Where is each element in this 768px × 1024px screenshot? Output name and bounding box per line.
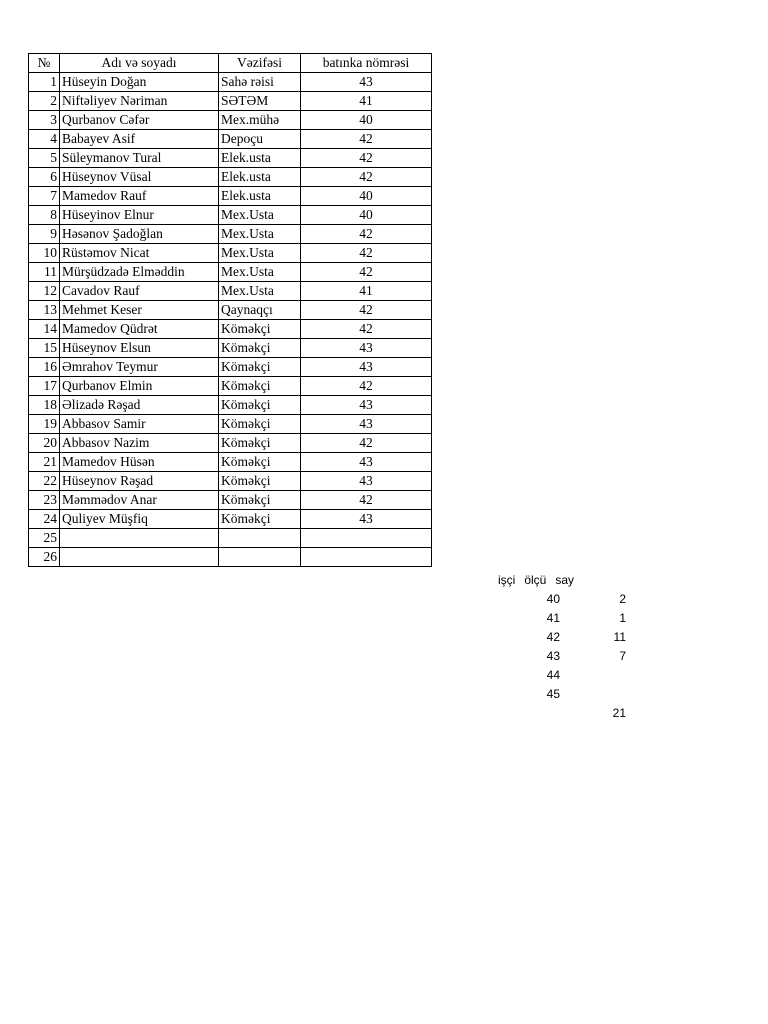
row-number: 19 — [29, 415, 60, 434]
summary-size: 42 — [546, 630, 560, 644]
row-name: Hüseynov Vüsal — [60, 168, 219, 187]
table-row — [29, 339, 432, 358]
row-number: 13 — [29, 301, 60, 320]
row-boot-size: 42 — [301, 168, 432, 187]
table-row — [29, 244, 432, 263]
row-number: 12 — [29, 282, 60, 301]
summary-count: 1 — [619, 611, 626, 625]
table-header-row — [29, 54, 432, 73]
row-name: Hüseyinov Elnur — [60, 206, 219, 225]
row-name: Hüseynov Rəşad — [60, 472, 219, 491]
row-number: 4 — [29, 130, 60, 149]
row-boot-size: 43 — [301, 73, 432, 92]
row-position: Mex.Usta — [219, 282, 301, 301]
summary-size: 43 — [546, 649, 560, 663]
summary-header-size: ölçü — [524, 573, 547, 587]
summary-total: 21 — [612, 706, 626, 720]
header-boot-size: batınka nömrəsi — [301, 54, 432, 73]
row-position — [219, 529, 301, 548]
row-boot-size: 42 — [301, 301, 432, 320]
table-row — [29, 396, 432, 415]
row-number: 21 — [29, 453, 60, 472]
row-number: 3 — [29, 111, 60, 130]
summary-count: 7 — [619, 649, 626, 663]
row-position: Köməkçi — [219, 491, 301, 510]
row-boot-size: 40 — [301, 187, 432, 206]
row-number: 6 — [29, 168, 60, 187]
row-boot-size: 41 — [301, 282, 432, 301]
row-number: 20 — [29, 434, 60, 453]
summary-count: 2 — [619, 592, 626, 606]
row-number: 2 — [29, 92, 60, 111]
table-row — [29, 529, 432, 548]
table-row — [29, 168, 432, 187]
table-row — [29, 510, 432, 529]
table-row — [29, 548, 432, 567]
row-name: Mamedov Qüdrət — [60, 320, 219, 339]
row-name: Mehmet Keser — [60, 301, 219, 320]
row-position: Köməkçi — [219, 453, 301, 472]
row-position: Mex.Usta — [219, 225, 301, 244]
row-name: Əmrahov Teymur — [60, 358, 219, 377]
row-name: Mamedov Rauf — [60, 187, 219, 206]
row-position — [219, 548, 301, 567]
table-row — [29, 434, 432, 453]
row-boot-size: 42 — [301, 225, 432, 244]
row-boot-size: 42 — [301, 130, 432, 149]
row-boot-size: 43 — [301, 396, 432, 415]
row-position: Köməkçi — [219, 339, 301, 358]
row-name: Quliyev Müşfiq — [60, 510, 219, 529]
row-name: Rüstəmov Nicat — [60, 244, 219, 263]
row-name: Əlizadə Rəşad — [60, 396, 219, 415]
row-position: Köməkçi — [219, 415, 301, 434]
row-number: 23 — [29, 491, 60, 510]
row-boot-size: 42 — [301, 263, 432, 282]
row-position: Qaynaqçı — [219, 301, 301, 320]
summary-header — [498, 571, 583, 590]
row-position: Köməkçi — [219, 396, 301, 415]
row-name: Qurbanov Cəfər — [60, 111, 219, 130]
row-number: 18 — [29, 396, 60, 415]
row-name: Abbasov Samir — [60, 415, 219, 434]
row-position: Mex.Usta — [219, 206, 301, 225]
row-number: 15 — [29, 339, 60, 358]
header-position: Vəzifəsi — [219, 54, 301, 73]
summary-header-count: say — [555, 573, 575, 587]
row-boot-size: 42 — [301, 149, 432, 168]
summary-size: 40 — [546, 592, 560, 606]
table-row — [29, 187, 432, 206]
row-number: 14 — [29, 320, 60, 339]
table-row — [29, 301, 432, 320]
row-number: 8 — [29, 206, 60, 225]
row-position: Elek.usta — [219, 187, 301, 206]
row-boot-size: 43 — [301, 510, 432, 529]
table-row — [29, 149, 432, 168]
row-position: Mex.Usta — [219, 263, 301, 282]
row-boot-size: 40 — [301, 111, 432, 130]
summary-size: 44 — [546, 668, 560, 682]
table-row — [29, 491, 432, 510]
row-name: Qurbanov Elmin — [60, 377, 219, 396]
row-boot-size: 43 — [301, 358, 432, 377]
row-number: 17 — [29, 377, 60, 396]
row-position: Elek.usta — [219, 168, 301, 187]
row-number: 16 — [29, 358, 60, 377]
summary-header-worker: işçi — [498, 573, 516, 587]
employee-table — [28, 53, 432, 567]
table-row — [29, 206, 432, 225]
header-full-name: Adı və soyadı — [60, 54, 219, 73]
row-number: 26 — [29, 548, 60, 567]
row-boot-size: 43 — [301, 472, 432, 491]
row-name: Mürşüdzadə Elməddin — [60, 263, 219, 282]
table-row — [29, 111, 432, 130]
row-boot-size: 41 — [301, 92, 432, 111]
summary-size: 41 — [546, 611, 560, 625]
table-row — [29, 92, 432, 111]
row-position: Köməkçi — [219, 358, 301, 377]
row-name — [60, 529, 219, 548]
row-name: Hüseyin Doğan — [60, 73, 219, 92]
row-boot-size: 42 — [301, 244, 432, 263]
row-name: Niftəliyev Nəriman — [60, 92, 219, 111]
row-number: 11 — [29, 263, 60, 282]
table-row — [29, 282, 432, 301]
row-position: Sahə rəisi — [219, 73, 301, 92]
row-boot-size — [301, 548, 432, 567]
row-position: Köməkçi — [219, 510, 301, 529]
row-boot-size: 43 — [301, 415, 432, 434]
table-row — [29, 225, 432, 244]
row-number: 7 — [29, 187, 60, 206]
table-row — [29, 263, 432, 282]
table-row — [29, 358, 432, 377]
row-position: Köməkçi — [219, 320, 301, 339]
table-row — [29, 130, 432, 149]
row-boot-size: 42 — [301, 434, 432, 453]
row-position: SƏTƏM — [219, 92, 301, 111]
row-number: 5 — [29, 149, 60, 168]
row-boot-size: 42 — [301, 491, 432, 510]
row-position: Mex.mühə — [219, 111, 301, 130]
header-number: № — [29, 54, 60, 73]
summary-count: 11 — [613, 630, 626, 644]
row-number: 1 — [29, 73, 60, 92]
row-name — [60, 548, 219, 567]
row-number: 9 — [29, 225, 60, 244]
table-row — [29, 377, 432, 396]
row-name: Həsənov Şadoğlan — [60, 225, 219, 244]
row-position: Köməkçi — [219, 377, 301, 396]
row-name: Abbasov Nazim — [60, 434, 219, 453]
row-name: Süleymanov Tural — [60, 149, 219, 168]
row-number: 24 — [29, 510, 60, 529]
row-boot-size: 40 — [301, 206, 432, 225]
row-number: 10 — [29, 244, 60, 263]
row-boot-size: 43 — [301, 453, 432, 472]
row-position: Elek.usta — [219, 149, 301, 168]
row-position: Mex.Usta — [219, 244, 301, 263]
row-boot-size: 42 — [301, 377, 432, 396]
table-row — [29, 320, 432, 339]
table-row — [29, 73, 432, 92]
row-name: Mamedov Hüsən — [60, 453, 219, 472]
row-position: Köməkçi — [219, 434, 301, 453]
row-name: Hüseynov Elsun — [60, 339, 219, 358]
row-name: Babayev Asif — [60, 130, 219, 149]
table-row — [29, 453, 432, 472]
row-number: 22 — [29, 472, 60, 491]
row-boot-size: 43 — [301, 339, 432, 358]
summary-size: 45 — [546, 687, 560, 701]
row-boot-size: 42 — [301, 320, 432, 339]
table-row — [29, 472, 432, 491]
table-row — [29, 415, 432, 434]
row-number: 25 — [29, 529, 60, 548]
row-position: Depoçu — [219, 130, 301, 149]
row-name: Məmmədov Anar — [60, 491, 219, 510]
row-name: Cavadov Rauf — [60, 282, 219, 301]
row-boot-size — [301, 529, 432, 548]
row-position: Köməkçi — [219, 472, 301, 491]
